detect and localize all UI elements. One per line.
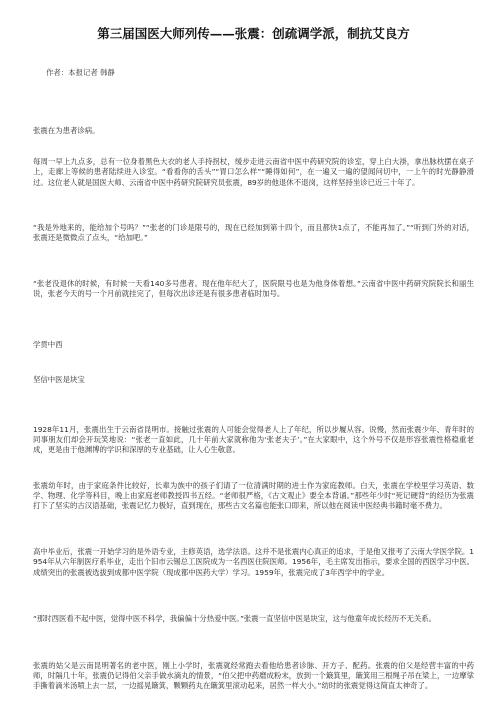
body-paragraph: 每周一早上九点多，总有一位身着黑色大衣的老人手持拐杖，缓步走进云南省中医中药研究院的诊室，穿上白大褂，拿出脉枕摆在桌子上，走廊上等候的患者陆续进入诊室。“看看你的舌头”“胃口怎么样”“睡得如何”，在一遍又一遍的望闻问切中，一上午的时光静静滑过。这位老人就是国医大师、云南省中医中药研究院研究员张震，89岁的他退休不退岗，这样坚持坐诊已近三十年了。 [33,157,474,187]
body-paragraph: “我是外地来的，能给加个号吗？”“张老的门诊是限号的，现在已经加到第十四个，而且都快1点了，不能再加了。”“听到门外的对话，张震还是微微点了点头，“给加吧。” [33,222,474,243]
article-title: 第三届国医大师列传——张震：创疏调学派，制抗艾良方 [97,26,410,41]
section-subheading: 坚信中医是块宝 [33,374,85,384]
body-paragraph: “张老没退休的时候，有时候一天看140多号患者。现在他年纪大了，医院限号也是为他身体着想。”云南省中医中药研究院院长和丽生说，张老今天的号一个月前就挂完了，但每次出诊还是有很多患者临时加号。 [33,279,474,299]
body-paragraph: 张震幼年时，由于家庭条件比较好，长辈为族中的孩子们请了一位清满时期的进士作为家庭教师。白天，张震在学校里学习英语、数学、物理、化学等科目，晚上由家庭老师教授四书五经。“老师很严格，《古文观止》要全本背诵。”那些年少时“死记硬背”的经历为张震打下了坚实的古汉语基础，张震记忆力极好，直到现在，那些古文名篇也能张口即来，所以他在阅读中医经典书籍时毫不费力。 [33,480,474,511]
article-byline: 作者：本报记者 韩静 [46,68,115,77]
body-paragraph: “那时西医看不起中医，觉得中医不科学，我偏偏十分热爱中医。”张震一直坚信中医是块宝，这与他童年成长经历不无关系。 [33,613,437,623]
caption-paragraph: 张震在为患者诊病。 [33,126,100,135]
body-paragraph: 1928年11月，张震出生于云南省昆明市。接触过张震的人可能会觉得老人上了年纪，所以步履从容。说慢，然而张震少年、青年时的同事朋友们却会开玩笑地说：“张老一直如此，几十年前大家就称他为‘张老夫子’。”在大家眼中，这个外号不仅是形容张震性格稳重老成，更是由于他渊博的学识和深厚的专业基础，让人心生敬意。 [33,425,474,455]
body-paragraph: 张震的姑父是云南昆明著名的老中医，刚上小学时，张震就经常跑去看他给患者诊脉、开方子、配药。张震的伯父是经营丰富的中药师，时隔几十年，张震仍记得伯父亲手做水滴丸的情景，“伯父把中药磨成粉末，放到一个簸箕里，簸箕用三根绳子吊在梁上，一边摩挲手撕着滴米汤喷上去一层，一边摇晃簸箕，颗颗药丸在簸箕里滚动起来，居然一样大小。”幼时的张震觉得这简直太神奇了。 [33,661,474,691]
section-heading: 学贯中西 [33,339,63,349]
body-paragraph: 高中毕业后，张震一开始学习的是外语专业，主修英语，选学法语。这并不是张震内心真正的追求，于是他又报考了云南大学医学院。1954年从六年制医疗系毕业，走出个旧市云锡总工医院成为一名西医住院医师。1956年，毛主席发出指示，要求全国的西医学习中医。成绩突出的张震被选拔到成都中医学院（现成都中医药大学）学习。1959年，张震完成了3年西学中的学业。 [33,547,474,577]
